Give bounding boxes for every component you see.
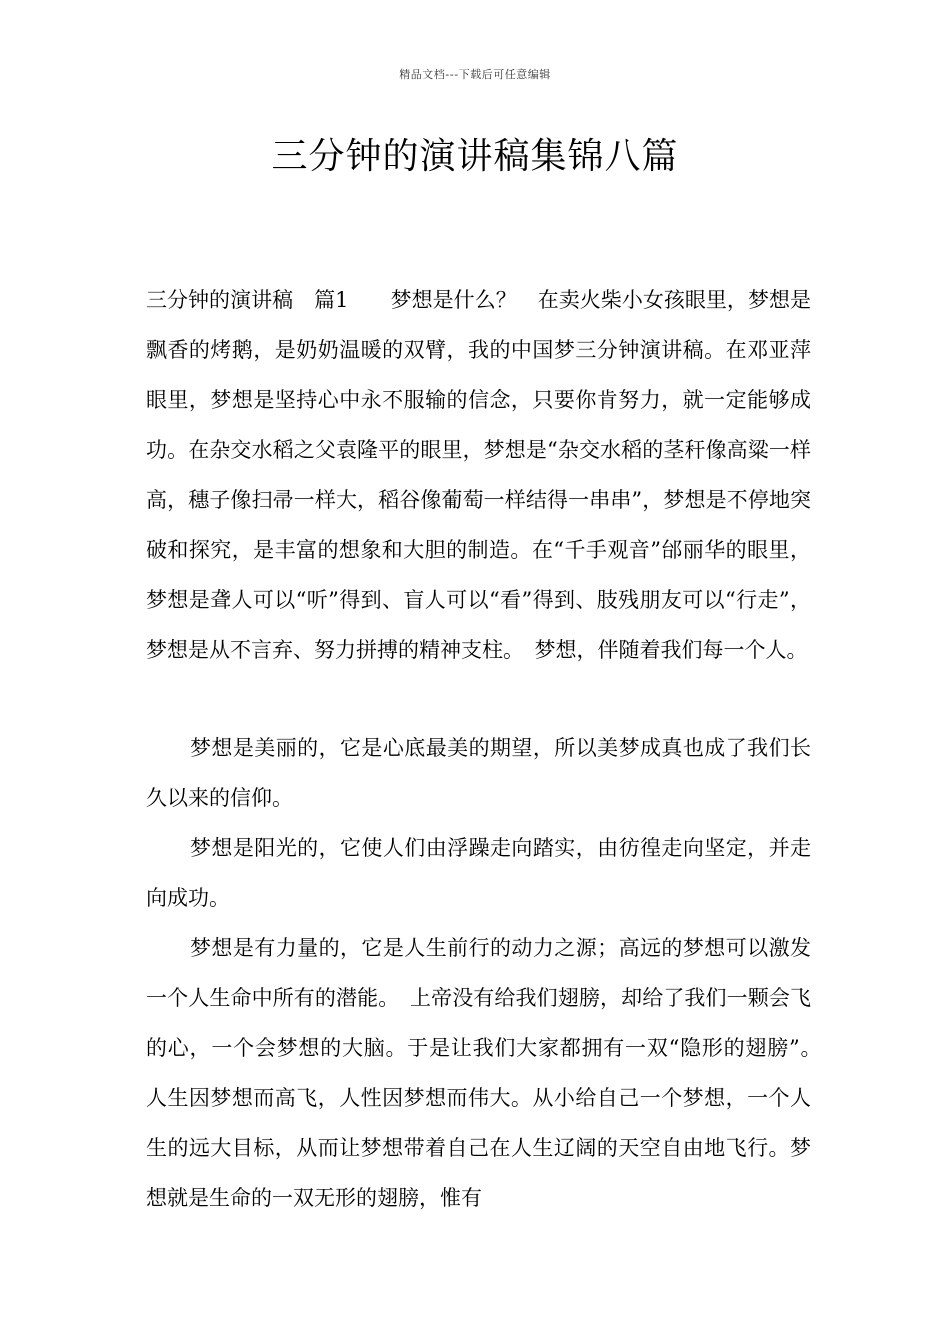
- header-note: 精品文档---下载后可任意编辑: [399, 68, 551, 81]
- paragraph-2: 梦想是美丽的，它是心底最美的期望，所以美梦成真也成了我们长久以来的信仰。: [146, 736, 811, 810]
- paragraph-1: 三分钟的演讲稿 篇1 梦想是什么？ 在卖火柴小女孩眼里，梦想是飘香的烤鹅，是奶奶温暖的双臂，我的中国梦三分钟演讲稿。在邓亚萍眼里，梦想是坚持心中永不服输的信念，只要你肯努力，就一定能够成功。在杂交水稻之父袁隆平的眼里，梦想是“杂交水稻的茎秆像高粱一样高，穗子像扫帚一样大，稻谷像葡萄一样结得一串串”，梦想是不停地突破和探究，是丰富的想象和大胆的制造。在“千手观音”邰丽华的眼里，梦想是聋人可以“听”得到、盲人可以“看”得到、肢残朋友可以“行走”，梦想是从不言弃、努力拼搏的精神支柱。 梦想，伴随着我们每一个人。: [146, 288, 811, 662]
- paragraph-4: 梦想是有力量的，它是人生前行的动力之源；高远的梦想可以激发一个人生命中所有的潜能。 上帝没有给我们翅膀，却给了我们一颗会飞的心，一个会梦想的大脑。于是让我们大家都拥有一双“隐形的翅膀”。 人生因梦想而高飞，人性因梦想而伟大。从小给自己一个梦想，一个人生的远大目标，从而让梦想带着自己在人生辽阔的天空自由地飞行。梦想就是生命的一双无形的翅膀，惟有: [146, 936, 832, 1210]
- paragraph-3: 梦想是阳光的，它使人们由浮躁走向踏实，由彷徨走向坚定，并走向成功。: [146, 836, 811, 910]
- document-title: 三分钟的演讲稿集锦八篇: [271, 136, 679, 177]
